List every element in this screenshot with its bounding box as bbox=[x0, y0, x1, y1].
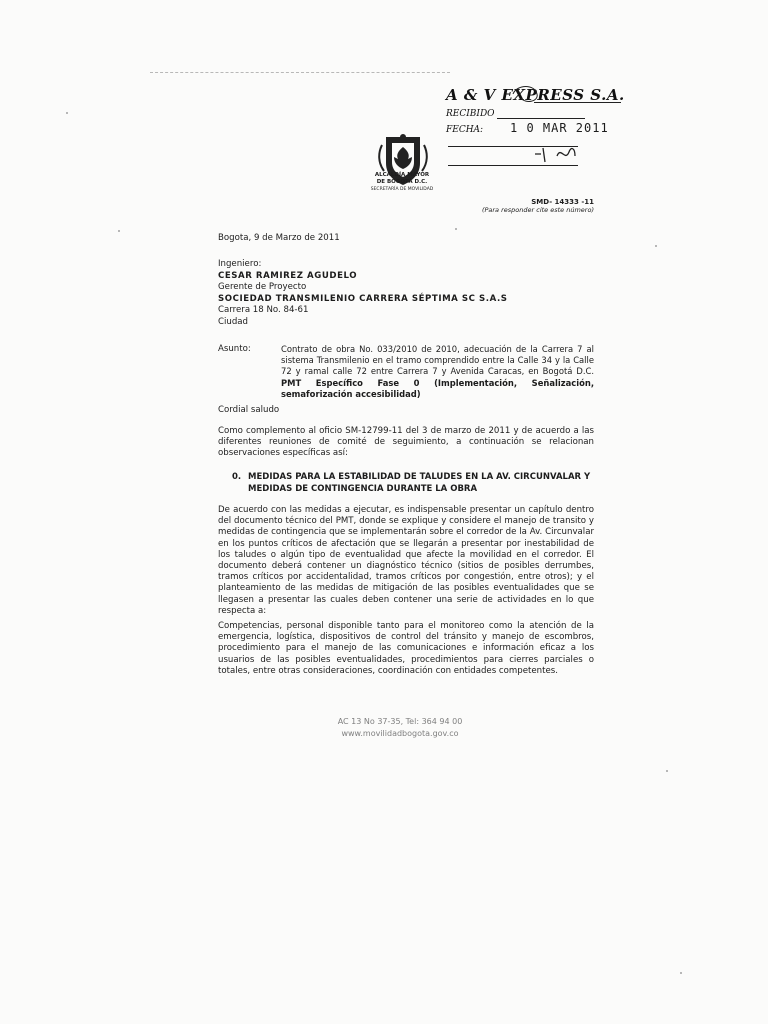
asunto-body bbox=[281, 344, 594, 400]
recipient-block bbox=[218, 259, 508, 328]
logo-caption-line2: DE BOGOTÁ D.C. bbox=[376, 179, 428, 185]
recipient-city: Ciudad bbox=[218, 316, 249, 327]
stamp-fecha-row bbox=[446, 125, 483, 135]
recipient-address: Carrera 18 No. 84-61 bbox=[218, 305, 309, 315]
scan-speck bbox=[680, 972, 682, 974]
logo-caption bbox=[366, 172, 438, 193]
asunto-text: Contrato de obra No. 033/2010 de 2010, adecuación de la Carrera 7 al sistema Transmilenio en el tramo comprendido entre la Calle 34 y la Calle 72 y ramal calle 72 entre Carrera 7 y Avenida Caracas, en Bogotá D.C. bbox=[281, 344, 594, 377]
reference-note: (Para responder cite este número) bbox=[481, 206, 594, 214]
scan-speck bbox=[655, 245, 657, 247]
scan-speck bbox=[66, 112, 68, 114]
section-number: 0. bbox=[232, 472, 242, 482]
footer bbox=[300, 716, 500, 740]
recipient-salutation: Ingeniero: bbox=[218, 259, 262, 269]
reference-code: SMD- 14333 -11 bbox=[531, 198, 594, 206]
scan-speck bbox=[666, 770, 668, 772]
logo-caption-line3: SECRETARÍA DE MOVILIDAD bbox=[370, 187, 434, 192]
asunto-label: Asunto: bbox=[218, 344, 251, 354]
reference-block bbox=[440, 198, 594, 214]
footer-address: AC 13 No 37-35, Tel: 364 94 00 bbox=[337, 717, 463, 726]
stamp-fecha-value: 1 0 MAR 2011 bbox=[510, 121, 609, 135]
stamp-recibido-label: RECIBIDO bbox=[446, 109, 495, 119]
recipient-company: SOCIEDAD TRANSMILENIO CARRERA SÉPTIMA SC S.A.S bbox=[218, 293, 508, 304]
scan-speck bbox=[455, 228, 457, 230]
footer-web: www.movilidadbogota.gov.co bbox=[341, 729, 459, 738]
section-heading bbox=[232, 472, 594, 495]
intro-paragraph: Como complemento al oficio SM-12799-11 del 3 de marzo de 2011 y de acuerdo a las diferentes reuniones de comité de seguimiento, a continuación se relacionan observaciones específicas así: bbox=[218, 426, 594, 459]
recipient-name: CESAR RAMIREZ AGUDELO bbox=[218, 270, 358, 281]
stamp-fecha-label: FECHA: bbox=[446, 125, 484, 135]
handwritten-scribble bbox=[505, 80, 585, 170]
scan-speck bbox=[118, 230, 120, 232]
asunto-bold: PMT Específico Fase 0 (Implementación, Señalización, semaforización accesibilidad) bbox=[281, 377, 594, 399]
section-title-line1: MEDIDAS PARA LA ESTABILIDAD DE TALUDES EN LA AV. CIRCUNVALAR Y bbox=[248, 472, 591, 482]
letter-date: Bogota, 9 de Marzo de 2011 bbox=[218, 233, 340, 243]
stamp-company: A & V EXPRESS S.A. bbox=[446, 86, 625, 104]
paragraph-2: Competencias, personal disponible tanto para el monitoreo como la atención de la emergencia, logística, dispositivos de control del tránsito y manejo de escombros, procedimiento para el manejo de las comunicaciones e información eficaz a los usuarios de las posibles eventualidades, procedimientos para cierres parciales o totales, entre otras consideraciones, coordinación con entidades competentes. bbox=[218, 621, 594, 676]
section-title-line2: MEDIDAS DE CONTINGENCIA DURANTE LA OBRA bbox=[248, 483, 478, 494]
recipient-title: Gerente de Proyecto bbox=[218, 282, 307, 292]
paragraph-1: De acuerdo con las medidas a ejecutar, es indispensable presentar un capítulo dentro del documento técnico del PMT, donde se explique y considere el manejo de transito y medidas de contingencia que se implementarán sobre el corredor de la Av. Circunvalar en los puntos críticos de afectación que se llegarán a presentar por inestabilidad de los taludes o algún tipo de eventualidad que afecte la movilidad en el corredor. El documento deberá contener un diagnóstico técnico (sitios de posibles derrumbes, tramos críticos por accidentalidad, tramos críticos por congestión, entre otros); y el planteamiento de las medidas de mitigación de las posibles eventualidades que se llegasen a presentar las cuales deben contener una serie de actividades en lo que respecta a: bbox=[218, 505, 594, 616]
scan-noise-line bbox=[150, 72, 450, 73]
logo-caption-line1: ALCALDÍA MAYOR bbox=[374, 172, 430, 178]
greeting: Cordial saludo bbox=[218, 405, 280, 415]
